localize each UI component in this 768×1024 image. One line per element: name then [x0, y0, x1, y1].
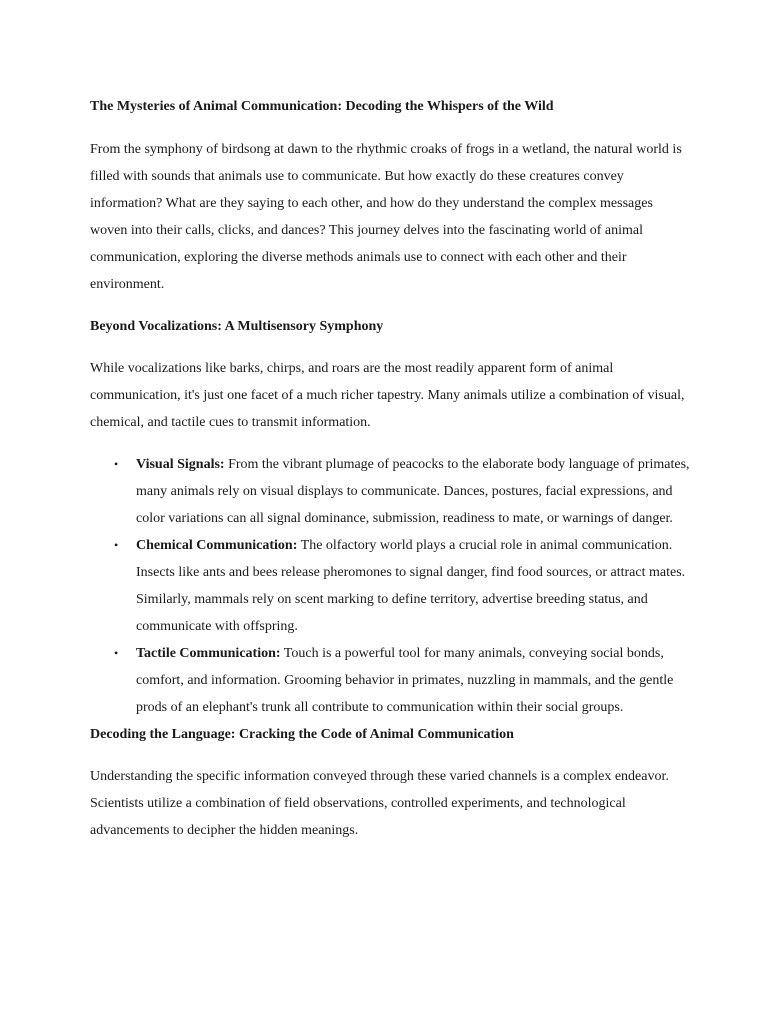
section-paragraph-decoding: Understanding the specific information conveyed through these varied channels is a complex endeavor. Scientists utilize a combination of field observations, controlled experiments, and technological advancements to decipher the hidden meanings. — [90, 769, 669, 838]
bullet-icon: • — [114, 646, 119, 660]
intro-paragraph: From the symphony of birdsong at dawn to the rhythmic croaks of frogs in a wetland, the natural world is filled with sounds that animals use to communicate. But how exactly do these creatures convey information? What are they saying to each other, and how do they understand the complex messages woven into their calls, clicks, and dances? This journey delves into the fascinating world of animal communication, exploring the diverse methods animals use to connect with each other and their environment. — [90, 142, 682, 292]
bullet-icon: • — [114, 457, 119, 471]
bullet-term: Chemical Communication: — [136, 538, 298, 553]
list-item — [90, 640, 690, 721]
bullet-text: From the vibrant plumage of peacocks to the elaborate body language of primates, many animals rely on visual displays to communicate. Dances, postures, facial expressions, and color variations can all signal dominance, submission, readiness to mate, or warnings of danger. — [136, 457, 690, 526]
list-item — [90, 451, 690, 532]
bullet-term: Visual Signals: — [136, 457, 225, 472]
bullet-list — [90, 451, 690, 721]
list-item — [90, 532, 690, 640]
bullet-text: Touch is a powerful tool for many animals, conveying social bonds, comfort, and information. Grooming behavior in primates, nuzzling in mammals, and the gentle prods of an elephant's trunk all contribute to communication within their social groups. — [136, 646, 674, 715]
section-heading-multisensory: Beyond Vocalizations: A Multisensory Symphony — [90, 319, 384, 334]
bullet-icon: • — [114, 538, 119, 552]
bullet-text: The olfactory world plays a crucial role in animal communication. Insects like ants and bees release pheromones to signal danger, find food sources, or attract mates. Similarly, mammals rely on scent marking to define territory, advertise breeding status, and communicate with offspring. — [136, 538, 686, 634]
bullet-term: Tactile Communication: — [136, 646, 281, 661]
document-title: The Mysteries of Animal Communication: Decoding the Whispers of the Wild — [90, 99, 554, 114]
document-page — [90, 93, 690, 844]
section-paragraph-multisensory: While vocalizations like barks, chirps, and roars are the most readily apparent form of animal communication, it's just one facet of a much richer tapestry. Many animals utilize a combination of visual, chemical, and tactile cues to transmit information. — [90, 361, 685, 430]
section-heading-decoding: Decoding the Language: Cracking the Code of Animal Communication — [90, 727, 514, 742]
